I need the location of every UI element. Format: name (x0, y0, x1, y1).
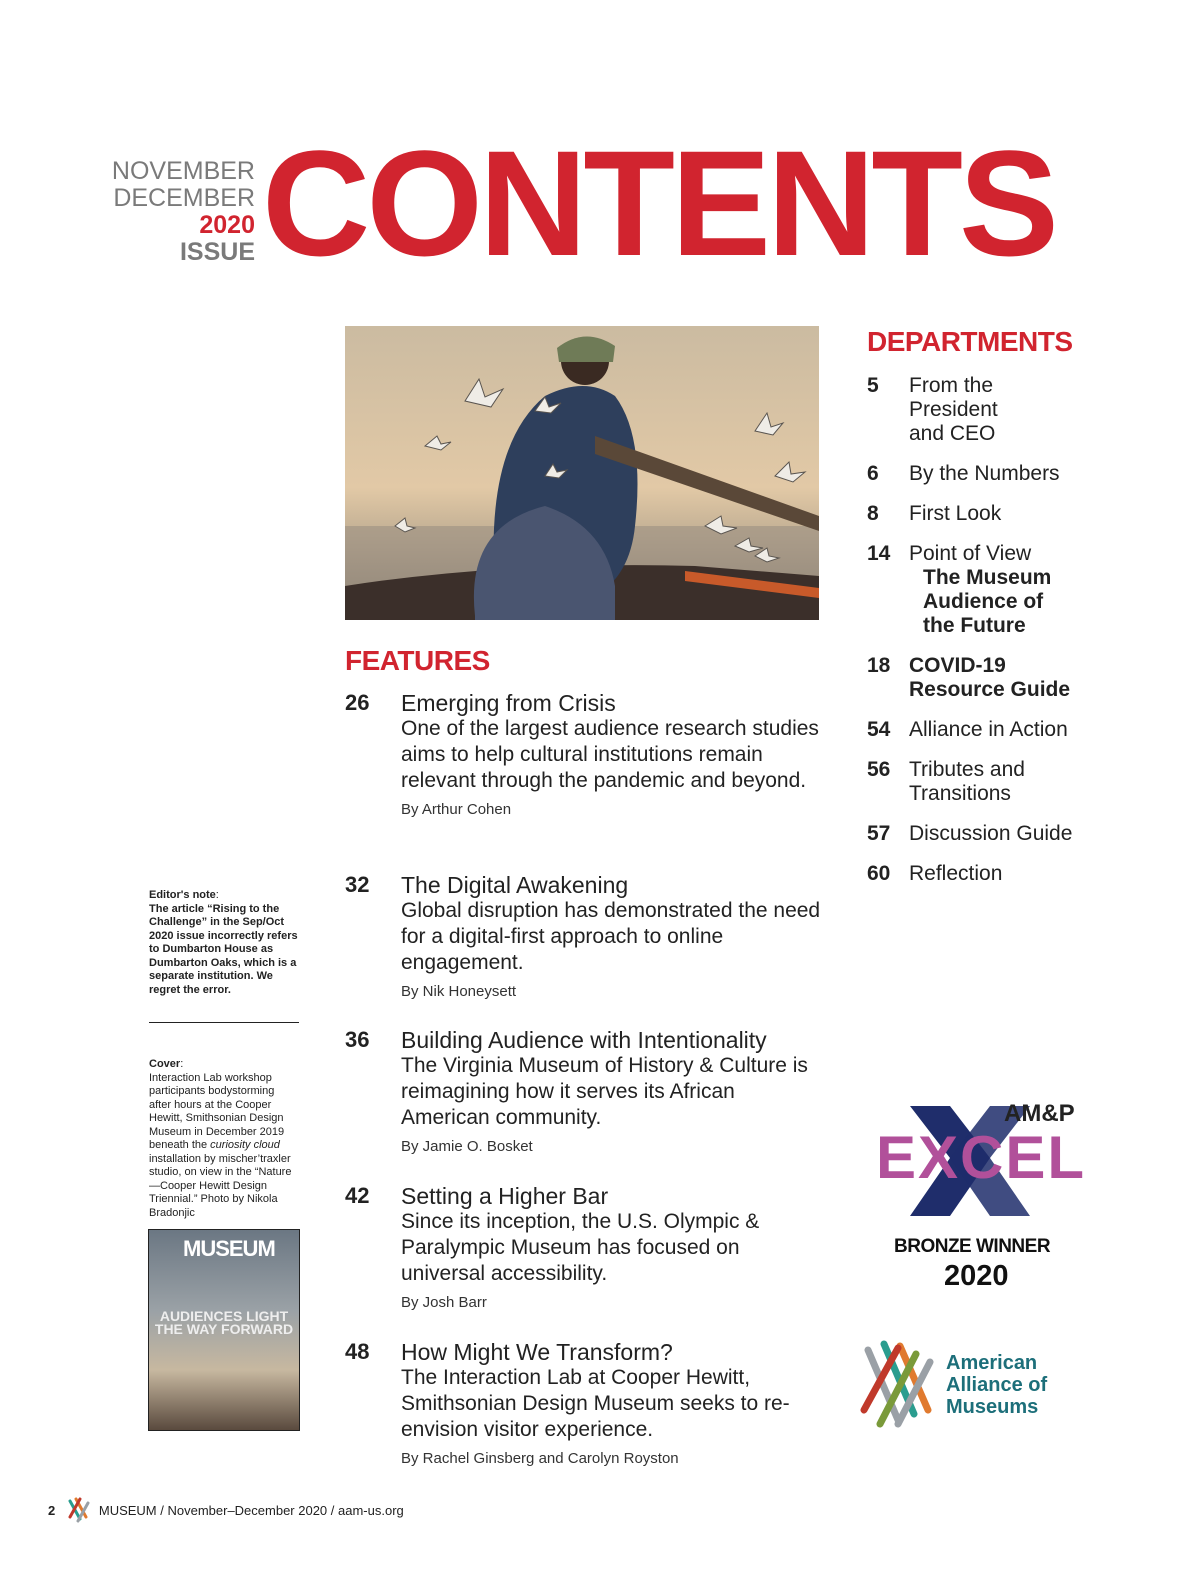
department-item[interactable] (867, 462, 1107, 486)
feature-item[interactable] (345, 1027, 825, 1157)
department-label: From the President and CEO (909, 374, 998, 445)
department-label: Point of View (909, 542, 1032, 565)
feature-description: The Virginia Museum of History & Culture is reimagining how it serves its African American community. (401, 1054, 808, 1129)
aam-wordmark-line: Alliance of (946, 1374, 1048, 1396)
feature-page-number: 36 (345, 1027, 370, 1052)
feature-byline: By Rachel Ginsberg and Carolyn Royston (401, 1450, 679, 1467)
aam-wordmark-line: American (946, 1352, 1038, 1374)
aam-wordmark-line: Museums (946, 1396, 1039, 1418)
department-page-number: 57 (867, 822, 891, 845)
cover-note-installation: curiosity cloud (210, 1139, 280, 1151)
cover-note: Cover: Interaction Lab workshop participants bodystorming after hours at the Cooper Hewitt, Smithsonian Design Museum in December 2019 beneath the curiosity cloud installation by mischer’traxler studio, on view in the “Nature—Cooper Hewitt Design Triennial.” Photo by Nikola Bradonjic (149, 1058, 292, 1219)
department-label: COVID-19 Resource Guide (909, 654, 1071, 701)
department-item[interactable] (867, 718, 1107, 742)
department-page-number: 14 (867, 542, 891, 565)
feature-page-number: 48 (345, 1339, 370, 1364)
editors-note-text: The article “Rising to the Challenge” in the Sep/Oct 2020 issue incorrectly refers to Dumbarton House as Dumbarton Oaks, which is a separate institution. We regret the error. (149, 902, 298, 996)
departments-heading: DEPARTMENTS (867, 326, 1073, 357)
feature-byline: By Jamie O. Bosket (401, 1138, 533, 1155)
footer-aam-icon (66, 1497, 92, 1523)
department-label: First Look (909, 502, 1002, 525)
feature-item[interactable] (345, 872, 825, 1002)
department-item[interactable] (867, 654, 1097, 702)
feature-byline: By Arthur Cohen (401, 801, 512, 818)
department-page-number: 5 (867, 374, 879, 397)
aam-wordmark (946, 1352, 1047, 1418)
department-item[interactable] (867, 502, 1107, 526)
department-label: Reflection (909, 862, 1003, 885)
hero-photo-illustration (345, 326, 819, 620)
feature-description: One of the largest audience research studies aims to help cultural institutions remain relevant through the pandemic and beyond. (401, 717, 819, 792)
department-page-number: 60 (867, 862, 891, 885)
cover-thumbnail[interactable] (148, 1229, 300, 1431)
feature-item[interactable] (345, 1339, 825, 1469)
department-page-number: 6 (867, 462, 879, 485)
editors-note: Editor's note: The article “Rising to the Challenge” in the Sep/Oct 2020 issue incorrectly refers to Dumbarton House as Dumbarton Oaks, which is a separate institution. We regret the error. (149, 889, 298, 996)
issue-date-block (112, 158, 255, 266)
feature-title: The Digital Awakening (401, 872, 629, 898)
hero-photo (345, 326, 819, 620)
feature-title: Building Audience with Intentionality (401, 1027, 767, 1053)
feature-page-number: 42 (345, 1183, 370, 1208)
department-item[interactable] (867, 862, 1107, 886)
editors-note-label: Editor's note (149, 889, 216, 901)
department-label: Tributes and Transitions (909, 758, 1025, 805)
cover-note-text-end: installation by mischer’traxler studio, on view in the “Nature—Cooper Hewitt Design Triennial.” Photo by Nikola Bradonjic (149, 1152, 292, 1219)
award-amp-label: AM&P (1004, 1100, 1075, 1127)
features-heading: FEATURES (345, 645, 490, 676)
feature-item[interactable] (345, 1183, 825, 1313)
feature-page-number: 26 (345, 690, 370, 715)
department-item[interactable] (867, 542, 1077, 638)
issue-month-2: DECEMBER (113, 184, 255, 212)
department-page-number: 18 (867, 654, 891, 677)
department-item[interactable] (867, 822, 1107, 846)
award-excel-label: EXCEL (876, 1124, 1087, 1191)
award-bronze-label: BRONZE WINNER (894, 1236, 1051, 1257)
feature-title: How Might We Transform? (401, 1339, 673, 1365)
cover-headline: AUDIENCES LIGHT THE WAY FORWARD (154, 1308, 294, 1337)
aam-logo-icon (858, 1340, 936, 1430)
department-page-number: 56 (867, 758, 891, 781)
issue-year: 2020 (199, 211, 255, 239)
feature-title: Emerging from Crisis (401, 690, 616, 716)
award-year: 2020 (944, 1260, 1009, 1292)
cover-note-label: Cover (149, 1058, 181, 1070)
department-page-number: 54 (867, 718, 891, 741)
feature-title: Setting a Higher Bar (401, 1183, 609, 1209)
feature-page-number: 32 (345, 872, 370, 897)
feature-description: The Interaction Lab at Cooper Hewitt, Smithsonian Design Museum seeks to re-envision visitor experience. (401, 1366, 790, 1441)
cover-note-text: Interaction Lab workshop participants bodystorming after hours at the Cooper Hewitt, Smithsonian Design Museum in December 2019 beneath the (149, 1071, 285, 1151)
cover-masthead: MUSEUM (183, 1236, 275, 1261)
feature-byline: By Josh Barr (401, 1294, 487, 1311)
page-number: 2 (48, 1503, 56, 1518)
department-label: By the Numbers (909, 462, 1060, 485)
feature-item[interactable] (345, 690, 825, 820)
divider (149, 1022, 299, 1023)
department-label: Alliance in Action (909, 718, 1068, 741)
department-label: Discussion Guide (909, 822, 1073, 845)
department-page-number: 8 (867, 502, 879, 525)
page-footer (48, 1503, 404, 1518)
amp-excel-award (870, 1098, 1110, 1298)
page-title: CONTENTS (262, 119, 1055, 287)
feature-description: Since its inception, the U.S. Olympic & Paralympic Museum has focused on universal accessibility. (401, 1210, 760, 1285)
feature-byline: By Nik Honeysett (401, 983, 517, 1000)
issue-label: ISSUE (179, 238, 255, 266)
department-item[interactable] (867, 374, 1017, 446)
issue-month-1: NOVEMBER (111, 157, 255, 185)
feature-description: Global disruption has demonstrated the need for a digital-first approach to online engagement. (401, 899, 821, 974)
department-item[interactable] (867, 758, 1057, 806)
footer-text: MUSEUM / November–December 2020 / aam-us.org (98, 1503, 404, 1518)
department-sublabel: The Museum Audience of the Future (923, 566, 1052, 637)
